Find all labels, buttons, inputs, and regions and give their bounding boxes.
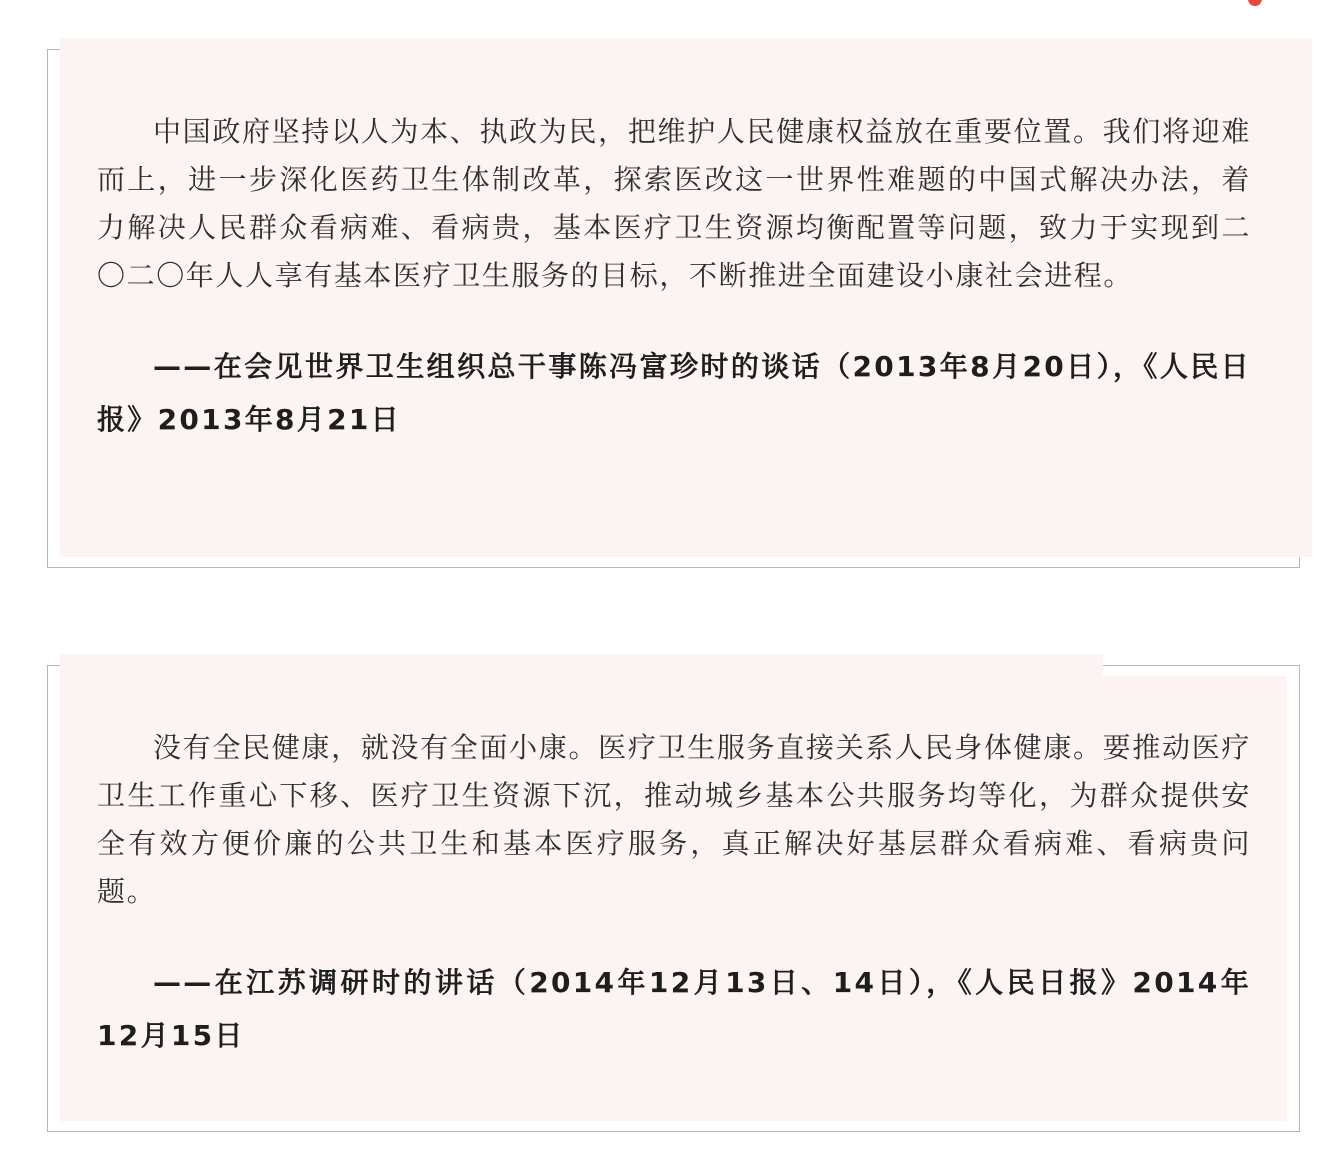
quote-content xyxy=(97,108,1251,446)
quote-text: 中国政府坚持以人为本、执政为民，把维护人民健康权益放在重要位置。我们将迎难而上，进一步深化医药卫生体制改革，探索医改这一世界性难题的中国式解决办法，着力解决人民群众看病难、看病贵，基本医疗卫生资源均衡配置等问题，致力于实现到二〇二〇年人人享有基本医疗卫生服务的目标，不断推进全面建设小康社会进程。 xyxy=(97,115,1251,292)
quote-source: ——在江苏调研时的讲话（2014年12月13日、14日），《人民日报》2014年12月15日 xyxy=(97,966,1251,1052)
quote-card-1 xyxy=(47,49,1300,568)
quote-source: ——在会见世界卫生组织总干事陈冯富珍时的谈话（2013年8月20日），《人民日报》2013年8月21日 xyxy=(97,350,1251,436)
quote-card-2 xyxy=(47,665,1300,1132)
quote-content xyxy=(97,724,1251,1062)
quote-text: 没有全民健康，就没有全面小康。医疗卫生服务直接关系人民身体健康。要推动医疗卫生工作重心下移、医疗卫生资源下沉，推动城乡基本公共服务均等化，为群众提供安全有效方便价廉的公共卫生和基本医疗服务，真正解决好基层群众看病难、看病贵问题。 xyxy=(97,731,1251,908)
decorative-dot xyxy=(1248,0,1262,6)
